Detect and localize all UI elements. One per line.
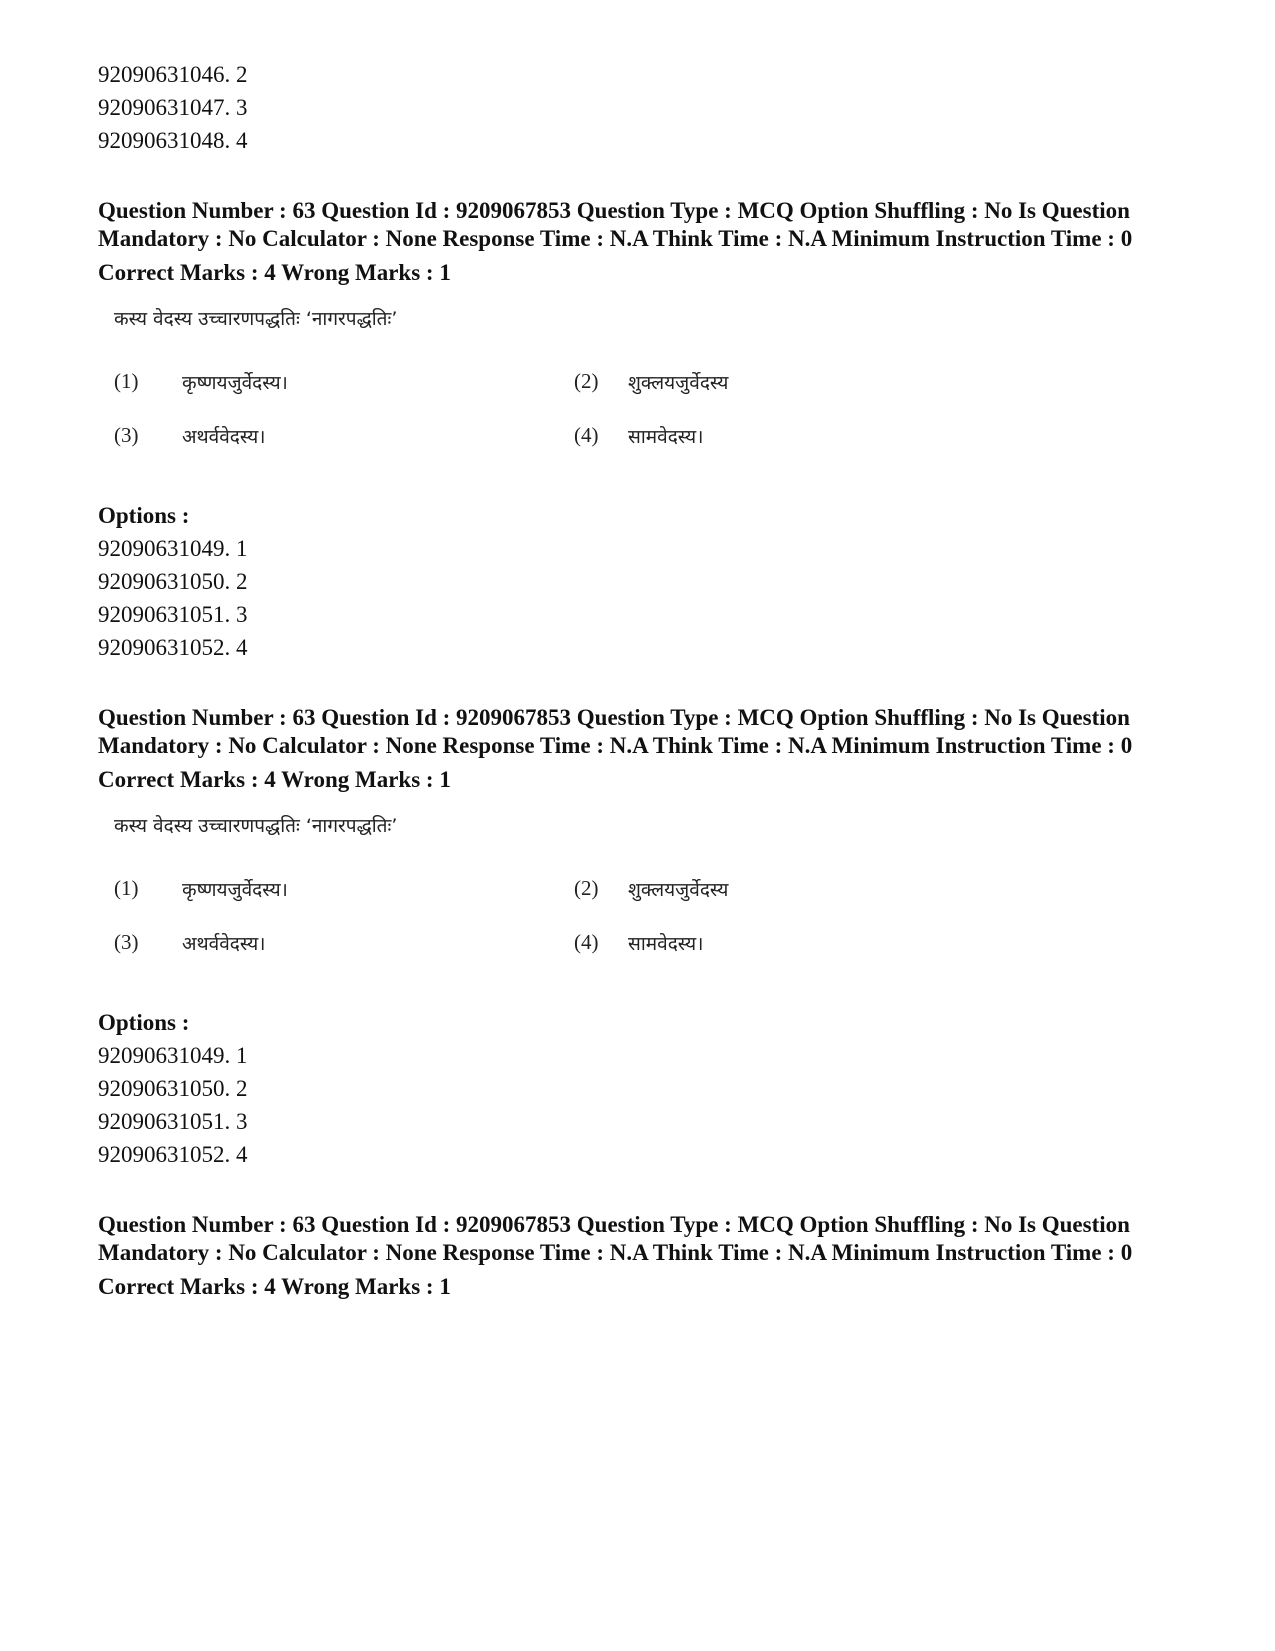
option-id-line: 92090631052. 4 (98, 1142, 248, 1167)
marks-line: Correct Marks : 4 Wrong Marks : 1 (98, 1274, 451, 1299)
option-id-line: 92090631050. 2 (98, 1076, 248, 1101)
question-header: Question Number : 63 Question Id : 9209067853 Question Type : MCQ Option Shuffling : No Is Question Mandatory : No Calculator : None Response Time : N.A Think Time : N.A Minimum Instruction Time : 0 (98, 705, 1133, 758)
question-header: Question Number : 63 Question Id : 9209067853 Question Type : MCQ Option Shuffling : No Is Question Mandatory : No Calculator : None Response Time : N.A Think Time : N.A Minimum Instruction Time : 0 (98, 198, 1133, 251)
document-page (98, 58, 1178, 1301)
choice-text: सामवेदस्य। (628, 426, 704, 448)
choice-number: (1) (114, 876, 139, 900)
option-id-line: 92090631050. 2 (98, 569, 248, 594)
question-text: कस्य वेदस्य उच्चारणपद्धतिः ‘नागरपद्धतिः’ (114, 308, 398, 330)
choice-number: (4) (574, 423, 599, 447)
choice-text: शुक्लयजुर्वेदस्य (628, 879, 729, 901)
choice-text: कृष्णयजुर्वेदस्य। (182, 879, 288, 901)
choice-text: अथर्ववेदस्य। (182, 933, 266, 955)
choice-number: (3) (114, 930, 139, 954)
question-image (98, 303, 858, 499)
option-id-line: 92090631049. 1 (98, 1043, 248, 1068)
question-image (98, 810, 858, 1006)
question-text: कस्य वेदस्य उच्चारणपद्धतिः ‘नागरपद्धतिः’ (114, 815, 398, 837)
question-block (98, 1211, 1178, 1301)
previous-options-list (98, 58, 1178, 157)
option-id-line: 92090631051. 3 (98, 602, 248, 627)
choice-number: (2) (574, 369, 599, 393)
choice-number: (4) (574, 930, 599, 954)
question-header: Question Number : 63 Question Id : 9209067853 Question Type : MCQ Option Shuffling : No Is Question Mandatory : No Calculator : None Response Time : N.A Think Time : N.A Minimum Instruction Time : 0 (98, 1212, 1133, 1265)
choice-text: शुक्लयजुर्वेदस्य (628, 372, 729, 394)
choice-number: (3) (114, 423, 139, 447)
marks-line: Correct Marks : 4 Wrong Marks : 1 (98, 260, 451, 285)
option-id-line: 92090631051. 3 (98, 1109, 248, 1134)
options-label: Options : (98, 1010, 190, 1035)
choice-text: अथर्ववेदस्य। (182, 426, 266, 448)
option-id-line: 92090631052. 4 (98, 635, 248, 660)
option-id-line: 92090631047. 3 (98, 95, 248, 120)
choice-number: (2) (574, 876, 599, 900)
question-block (98, 704, 1178, 1171)
choice-number: (1) (114, 369, 139, 393)
option-id-line: 92090631046. 2 (98, 62, 248, 87)
option-id-line: 92090631048. 4 (98, 128, 248, 153)
question-block (98, 197, 1178, 664)
choice-text: सामवेदस्य। (628, 933, 704, 955)
choice-text: कृष्णयजुर्वेदस्य। (182, 372, 288, 394)
marks-line: Correct Marks : 4 Wrong Marks : 1 (98, 767, 451, 792)
options-label: Options : (98, 503, 190, 528)
option-id-line: 92090631049. 1 (98, 536, 248, 561)
